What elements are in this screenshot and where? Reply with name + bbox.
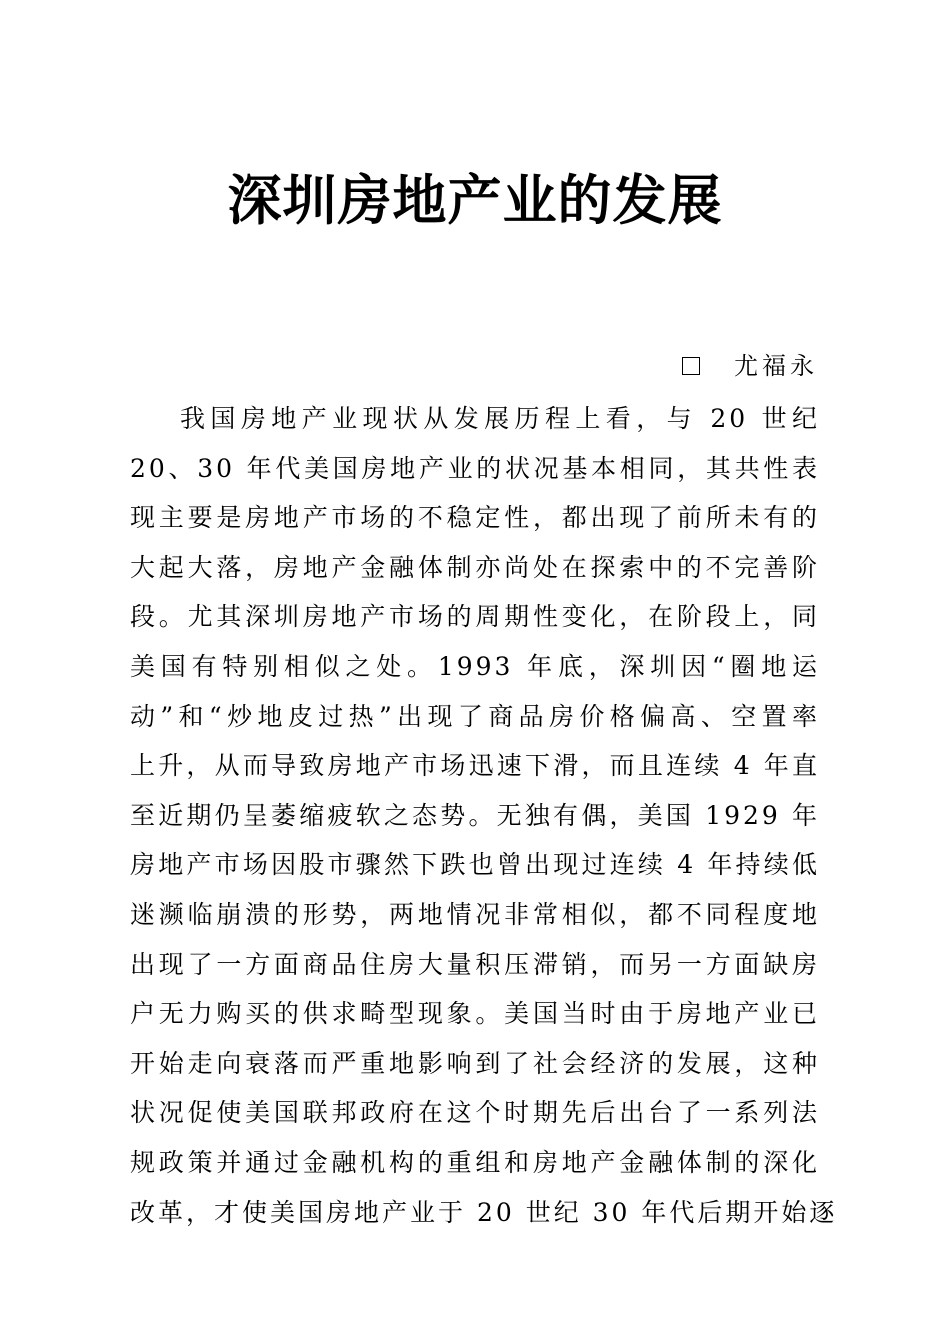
author-line bbox=[682, 346, 818, 386]
author-name: 尤福永 bbox=[734, 352, 818, 380]
text-line: 我国房地产业现状从发展历程上看，与 20 世纪 bbox=[180, 404, 820, 433]
text-line: 至近期仍呈萎缩疲软之态势。无独有偶，美国 1929 年 bbox=[130, 800, 820, 830]
body-paragraph bbox=[130, 394, 838, 1237]
text-line: 状况促使美国联邦政府在这个时期先后出台了一系列法 bbox=[130, 1098, 820, 1128]
text-line: 上升，从而导致房地产市场迅速下滑，而且连续 4 年直 bbox=[130, 751, 820, 781]
text-line: 迷濒临崩溃的形势，两地情况非常相似，都不同程度地 bbox=[130, 899, 820, 929]
text-line: 改革，才使美国房地产业于 20 世纪 30 年代后期开始逐 bbox=[130, 1197, 838, 1227]
text-line: 房地产市场因股市骤然下跌也曾出现过连续 4 年持续低 bbox=[130, 850, 820, 880]
text-line: 出现了一方面商品住房大量积压滞销，而另一方面缺房 bbox=[130, 949, 820, 979]
square-bullet-icon bbox=[682, 357, 700, 375]
text-line: 规政策并通过金融机构的重组和房地产金融体制的深化 bbox=[130, 1147, 820, 1177]
text-line: 现主要是房地产市场的不稳定性，都出现了前所未有的 bbox=[130, 503, 820, 533]
text-line: 大起大落，房地产金融体制亦尚处在探索中的不完善阶 bbox=[130, 552, 820, 582]
text-line: 开始走向衰落而严重地影响到了社会经济的发展，这种 bbox=[130, 1048, 820, 1078]
text-line: 美国有特别相似之处。1993 年底，深圳因“圈地运 bbox=[130, 651, 820, 681]
document-title: 深圳房地产业的发展 bbox=[227, 169, 723, 232]
text-line: 动”和“炒地皮过热”出现了商品房价格偏高、空置率 bbox=[130, 701, 820, 731]
text-line: 段。尤其深圳房地产市场的周期性变化，在阶段上，同 bbox=[130, 602, 820, 632]
text-line: 20、30 年代美国房地产业的状况基本相同，其共性表 bbox=[130, 453, 820, 483]
text-line: 户无力购买的供求畸型现象。美国当时由于房地产业已 bbox=[130, 999, 820, 1029]
